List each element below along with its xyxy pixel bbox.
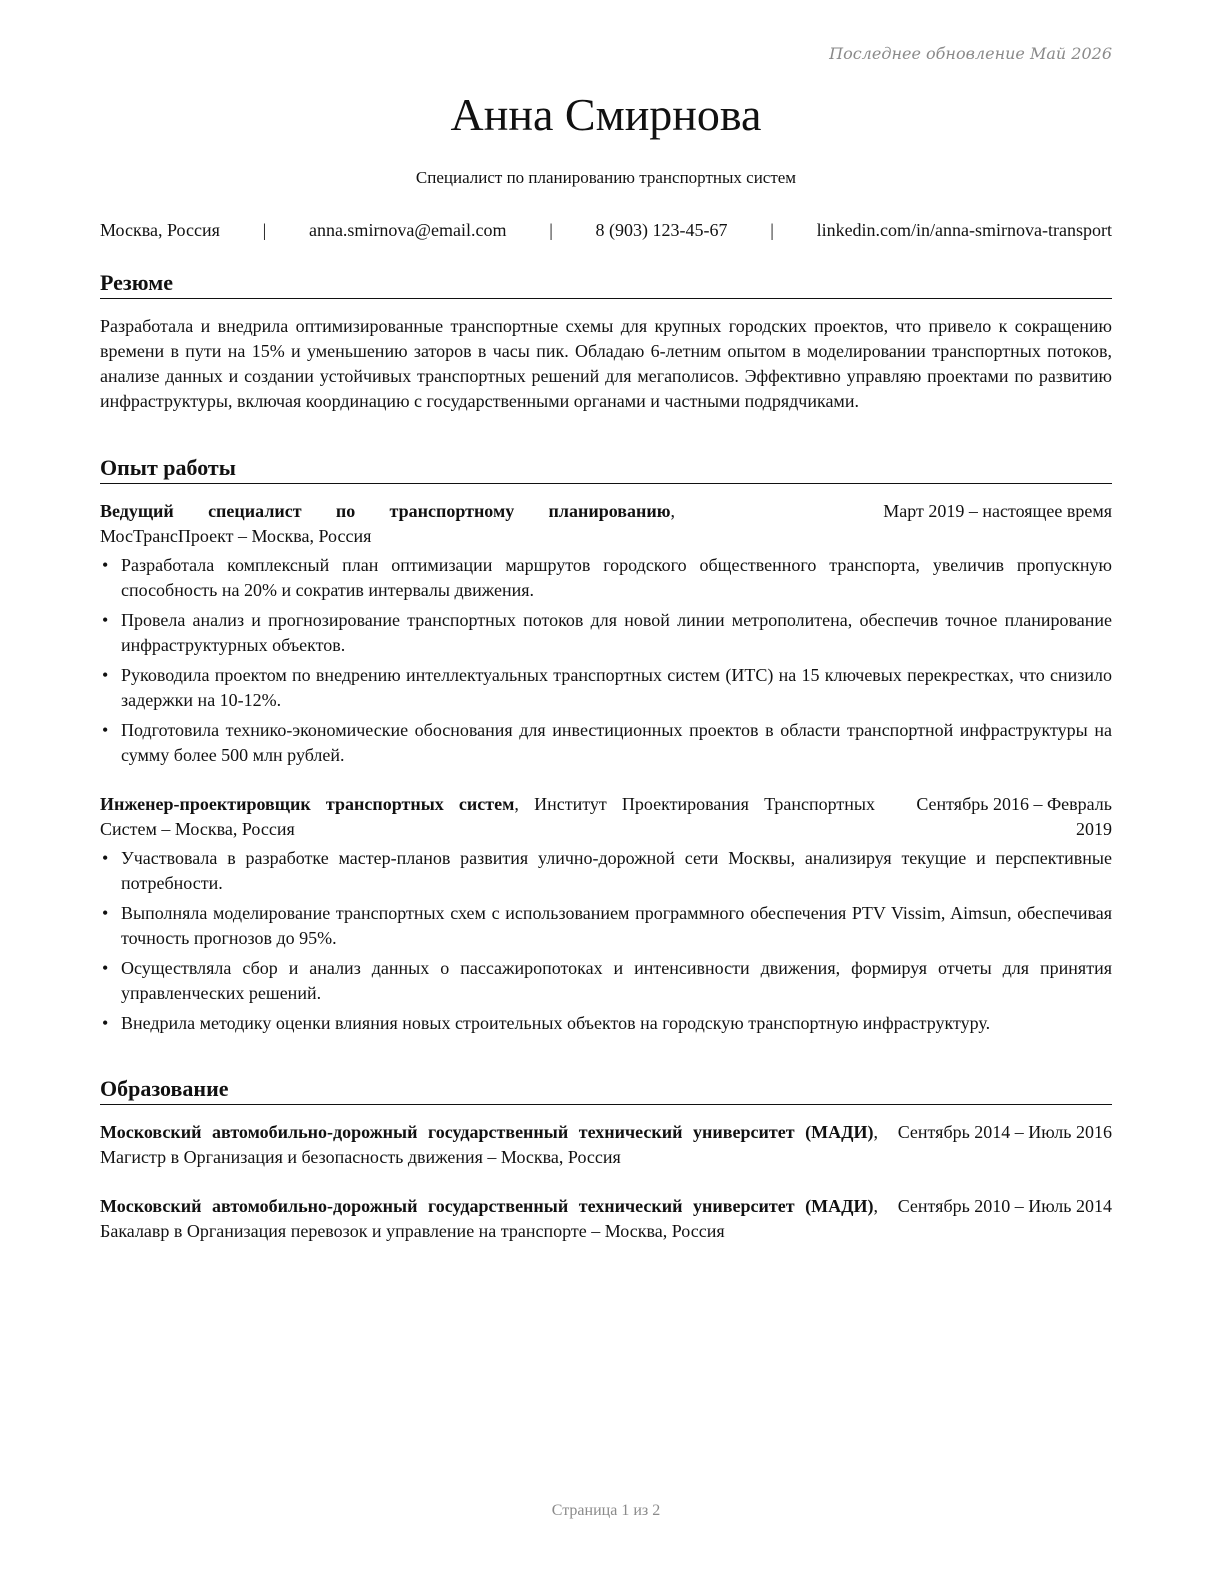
job-bullets	[100, 846, 1112, 1036]
contact-email[interactable]: anna.smirnova@email.com	[308, 220, 507, 240]
list-item: • Разработала комплексный план оптимизации маршрутов городского общественного транспорта, увеличив пропускную способность на 20% и сократив интервалы движения.	[100, 553, 1112, 603]
summary-text: Разработала и внедрила оптимизированные транспортные схемы для крупных городских проектов, что привело к сокращению времени в пути на 15% и уменьшению заторов в часы пик. Обладаю 6-летним опытом в моделировании транспортных потоков, анализе данных и создании устойчивых транспортных решений для мегаполисов. Эффективно управляю проектами по развитию инфраструктуры, включая координацию с государственными органами и частными подрядчиками.	[100, 316, 1112, 411]
job-bullets	[100, 553, 1112, 768]
job-dates: Сентябрь 2016 – Февраль 2019	[916, 794, 1112, 839]
section-title-summary: Резюме	[100, 270, 1112, 299]
list-item: • Выполняла моделирование транспортных схем с использованием программного обеспечения PTV Vissim, Aimsun, обеспечивая точность прогнозов до 95%.	[100, 901, 1112, 951]
education-degree: , Магистр в Организация и безопасность движения – Москва, Россия	[100, 1122, 878, 1167]
job-company: , Институт Проектирования Транспортных Систем – Москва, Россия	[100, 794, 875, 839]
person-name: Анна Смирнова	[450, 89, 762, 140]
list-item: • Подготовила технико-экономические обоснования для инвестиционных проектов в области транспортной инфраструктуры на сумму более 500 млн рублей.	[100, 718, 1112, 768]
contact-linkedin[interactable]: linkedin.com/in/anna-smirnova-transport	[816, 220, 1112, 240]
job-role: Ведущий специалист по транспортному планированию	[100, 501, 671, 521]
job-entry	[100, 792, 1112, 1041]
education-header	[100, 1120, 1112, 1170]
list-item: • Руководила проектом по внедрению интеллектуальных транспортных систем (ИТС) на 15 ключевых перекрестках, что снизило задержки на 10-12%.	[100, 663, 1112, 713]
contact-separator: |	[770, 220, 774, 240]
education-header	[100, 1194, 1112, 1244]
contact-location: Москва, Россия	[100, 220, 220, 240]
page-number: Страница 1 из 2	[551, 1502, 661, 1519]
education-dates: Сентябрь 2010 – Июль 2014	[897, 1196, 1112, 1216]
job-role: Инженер-проектировщик транспортных систем	[100, 794, 515, 814]
job-heading	[100, 499, 675, 549]
section-title-experience: Опыт работы	[100, 455, 1112, 484]
job-header	[100, 792, 1112, 842]
job-dates: Март 2019 – настоящее время	[883, 501, 1112, 521]
contact-phone[interactable]: 8 (903) 123-45-67	[595, 220, 728, 240]
list-item: • Участвовала в разработке мастер-планов развития улично-дорожной сети Москвы, анализируя текущие и перспективные потребности.	[100, 846, 1112, 896]
contact-line	[100, 220, 1112, 241]
job-heading	[100, 792, 875, 842]
education-school: Московский автомобильно-дорожный государственный технический университет (МАДИ)	[100, 1196, 874, 1216]
list-item: • Внедрила методику оценки влияния новых строительных объектов на городскую транспортную инфраструктуру.	[100, 1011, 1112, 1036]
job-header	[100, 499, 1112, 549]
contact-separator: |	[262, 220, 267, 240]
list-item: • Провела анализ и прогнозирование транспортных потоков для новой линии метрополитена, обеспечив точное планирование инфраструктурных объектов.	[100, 608, 1112, 658]
education-heading	[100, 1194, 878, 1244]
education-degree: , Бакалавр в Организация перевозок и управление на транспорте – Москва, Россия	[100, 1196, 878, 1241]
education-entry	[100, 1194, 1112, 1244]
education-dates: Сентябрь 2014 – Июль 2016	[897, 1122, 1112, 1142]
education-heading	[100, 1120, 878, 1170]
last-updated: Последнее обновление Май 2026	[829, 44, 1112, 63]
list-item: • Осуществляла сбор и анализ данных о пассажиропотоках и интенсивности движения, формируя отчеты для принятия управленческих решений.	[100, 956, 1112, 1006]
job-company: , МосТрансПроект – Москва, Россия	[100, 501, 675, 546]
section-title-education: Образование	[100, 1076, 1112, 1105]
contact-separator: |	[549, 220, 553, 240]
education-entry	[100, 1120, 1112, 1170]
job-entry	[100, 499, 1112, 773]
education-school: Московский автомобильно-дорожный государственный технический университет (МАДИ)	[100, 1122, 874, 1142]
job-title: Специалист по планированию транспортных систем	[415, 168, 797, 187]
resume-page	[100, 0, 1112, 1584]
